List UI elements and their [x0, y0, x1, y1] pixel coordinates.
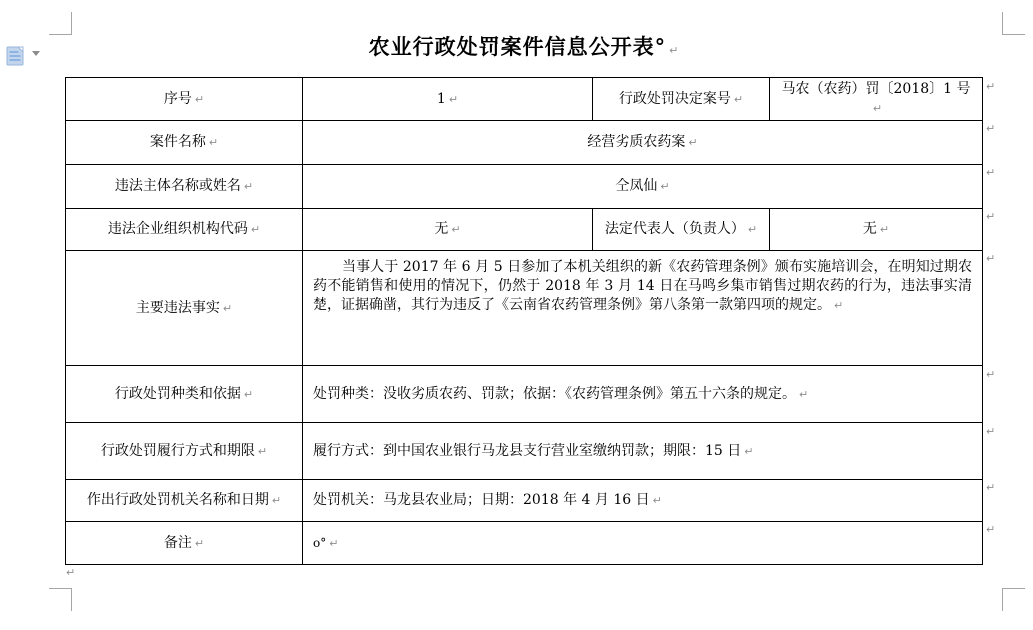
end-of-row-mark: ↵ — [986, 481, 996, 494]
cell-case-name-value[interactable] — [303, 121, 983, 165]
paragraph-mark: ↵ — [448, 92, 459, 106]
paragraph-mark: ↵ — [879, 223, 890, 236]
cell-text: 作出行政处罚机关名称和日期 — [86, 492, 269, 508]
paragraph-mark: ↵ — [271, 494, 282, 507]
margin-crop-mark — [71, 588, 72, 611]
paragraph-mark: ↵ — [243, 387, 254, 401]
cell-serial-label[interactable] — [66, 78, 303, 121]
end-of-row-mark: ↵ — [986, 252, 996, 265]
cell-serial-value[interactable] — [303, 78, 593, 121]
table-row — [66, 209, 983, 251]
paragraph-mark: ↵ — [243, 180, 254, 193]
paragraph-mark: ↵ — [744, 444, 754, 458]
cell-performance-label[interactable] — [66, 423, 303, 480]
page-title[interactable] — [65, 31, 982, 61]
cell-penalty-type-value[interactable] — [303, 366, 983, 423]
table-row — [66, 165, 983, 209]
margin-crop-mark — [1002, 34, 1025, 35]
cell-text: 处罚种类：没收劣质农药、罚款；依据：《农药管理条例》第五十六条的规定。 — [313, 385, 796, 402]
paragraph-mark: ↵ — [834, 299, 844, 312]
cell-text: 处罚机关：马龙县农业局；日期：2018 年 4 月 16 日 — [313, 492, 650, 508]
cell-text: 法定代表人（负责人） — [604, 221, 745, 237]
cell-org-code-label[interactable] — [66, 209, 303, 251]
paragraph-mark: ↵ — [194, 536, 205, 550]
margin-crop-mark — [49, 588, 72, 589]
table-row — [66, 366, 983, 423]
penalty-info-table — [65, 77, 983, 565]
table-row — [66, 480, 983, 522]
facts-paragraph — [313, 258, 972, 315]
table-row — [66, 78, 983, 121]
cell-text: 违法主体名称或姓名 — [114, 178, 241, 194]
cell-text: 主要违法事实 — [135, 299, 220, 316]
paragraph-mark: ↵ — [669, 44, 679, 57]
cell-text: 案件名称 — [149, 134, 206, 150]
paste-options-button[interactable] — [5, 44, 47, 72]
cell-text: 行政处罚种类和依据 — [114, 385, 241, 402]
cell-text: 1 — [436, 90, 446, 107]
cell-text: 无 — [862, 221, 877, 237]
cell-remarks-label[interactable] — [66, 522, 303, 565]
cell-text: 经营劣质农药案 — [587, 134, 686, 150]
cell-violator-name-value[interactable] — [303, 165, 983, 209]
table-row — [66, 522, 983, 565]
cell-remarks-value[interactable] — [303, 522, 983, 565]
paragraph-mark: ↵ — [451, 223, 461, 236]
paragraph-mark: ↵ — [799, 387, 809, 401]
margin-crop-mark — [1002, 588, 1003, 611]
table-row — [66, 121, 983, 165]
end-of-row-mark: ↵ — [986, 80, 996, 93]
paragraph-mark: ↵ — [194, 92, 205, 106]
cell-text: 行政处罚履行方式和期限 — [100, 442, 255, 459]
cell-text: 履行方式：到中国农业银行马龙县支行营业室缴纳罚款；期限：15 日 — [313, 442, 742, 459]
cell-text: 马农（农药）罚〔2018〕1 号 — [781, 81, 971, 97]
end-of-row-mark: ↵ — [986, 166, 996, 179]
end-of-row-mark: ↵ — [986, 368, 996, 381]
paragraph-mark: ↵ — [688, 136, 698, 149]
paragraph-mark: ↵ — [66, 566, 76, 579]
cell-penalty-type-label[interactable] — [66, 366, 303, 423]
paragraph-mark: ↵ — [872, 102, 883, 115]
paragraph-mark: ↵ — [329, 536, 339, 550]
cell-legal-rep-label[interactable] — [593, 209, 770, 251]
paste-options-icon — [5, 44, 27, 68]
cell-authority-date-label[interactable] — [66, 480, 303, 522]
paragraph-mark: ↵ — [257, 444, 268, 458]
paragraph-mark: ↵ — [208, 136, 219, 149]
margin-crop-mark — [1002, 12, 1003, 35]
paragraph-mark: ↵ — [652, 494, 662, 507]
cell-main-facts-label[interactable] — [66, 251, 303, 366]
cell-performance-value[interactable] — [303, 423, 983, 480]
cell-text: 序号 — [163, 90, 192, 107]
end-of-row-mark: ↵ — [986, 523, 996, 536]
cell-text: 仝凤仙 — [615, 178, 658, 194]
table-row — [66, 423, 983, 480]
cell-text: 备注 — [163, 534, 192, 551]
page-title-text: 农业行政处罚案件信息公开表° — [368, 35, 667, 59]
end-of-row-mark: ↵ — [986, 122, 996, 135]
paragraph-mark: ↵ — [733, 92, 744, 106]
cell-text: 违法企业组织机构代码 — [107, 221, 248, 237]
cell-violator-name-label[interactable] — [66, 165, 303, 209]
cell-decision-number-value[interactable] — [770, 78, 983, 121]
paragraph-mark: ↵ — [222, 301, 233, 315]
cell-legal-rep-value[interactable] — [770, 209, 983, 251]
end-of-row-mark: ↵ — [986, 210, 996, 223]
cell-text: 无 — [434, 221, 449, 237]
cell-text: 行政处罚决定案号 — [618, 90, 731, 107]
table-row — [66, 251, 983, 366]
cell-authority-date-value[interactable] — [303, 480, 983, 522]
cell-org-code-value[interactable] — [303, 209, 593, 251]
paragraph-mark: ↵ — [660, 180, 670, 193]
paragraph-mark: ↵ — [747, 223, 758, 236]
paragraph-mark: ↵ — [250, 223, 261, 236]
margin-crop-mark — [1002, 588, 1025, 589]
cell-decision-number-label[interactable] — [593, 78, 770, 121]
cell-text: o° — [313, 535, 327, 550]
cell-main-facts-value[interactable] — [303, 251, 983, 366]
cell-case-name-label[interactable] — [66, 121, 303, 165]
dropdown-arrow-icon — [32, 51, 40, 56]
cell-text: 当事人于 2017 年 6 月 5 日参加了本机关组织的新《农药管理条例》颁布实施培训会，在明知过期农药不能销售和使用的情况下，仍然于 2018 年 3 月 14 日在马鸣乡集市销售过期农药的行为，违法事实清楚，证据确凿，其行为违反了《云南省农药管理条例》第八条第一款第四项的规定。 — [313, 259, 972, 313]
end-of-row-mark: ↵ — [986, 425, 996, 438]
